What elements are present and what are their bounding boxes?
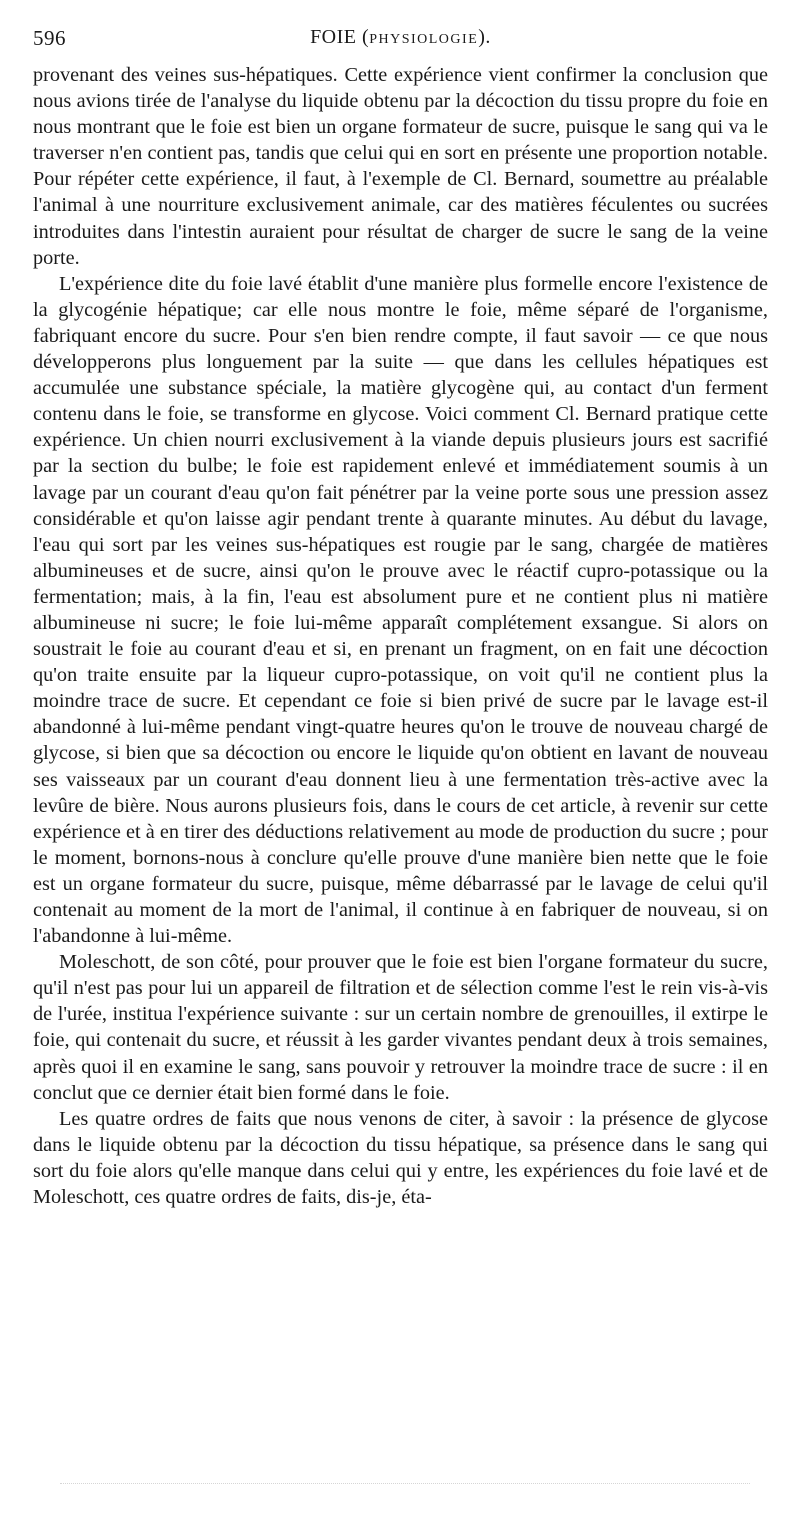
bleed-through-trace (60, 1483, 750, 1486)
page-number: 596 (33, 26, 66, 50)
title-open-paren: ( (356, 26, 370, 48)
paragraph-foie-lave: L'expérience dite du foie lavé établit d'une manière plus formelle encore l'existence de la glycogénie hépatique; car elle nous montre le foie, même séparé de l'organisme, fabriquant encore du sucre. Pour s'en bien rendre compte, il faut savoir — ce que nous développerons plus longuement par la suite — que dans les cellules hépatiques est accumulée une substance spéciale, la matière glycogène qui, au contact d'un ferment contenu dans le foie, se transforme en glycose. Voici comment Cl. Bernard pratique cette expérience. Un chien nourri exclusivement à la viande depuis plusieurs jours est sacrifié par la section du bulbe; le foie est rapidement enlevé et immédiatement soumis à un lavage par un courant d'eau qu'on fait pénétrer par la veine porte sous une pression assez considérable et qu'on laisse agir pendant trente à quarante minutes. Au début du lavage, l'eau qui sort par les veines sus-hépatiques est rougie par le sang, chargée de matières albumineuses et de sucre, ainsi qu'on le prouve avec le réactif cupro-potassique ou la fermentation; mais, à la fin, l'eau est absolument pure et ne contient plus ni matière albumineuse ni sucre; le foie lui-même apparaît complétement exsangue. Si alors on soustrait le foie au courant d'eau et si, en prenant un fragment, on en fait une décoction qu'on traite ensuite par la liqueur cupro-potassique, on voit qu'il ne contient plus la moindre trace de sucre. Et cependant ce foie si bien privé de sucre par le lavage est-il abandonné à lui-même pendant vingt-quatre heures qu'on le trouve de nouveau chargé de glycose, si bien que sa décoction ou encore le liquide qu'on obtient en lavant de nouveau ses vaisseaux par un courant d'eau donnent lieu à une fermentation très-active avec la levûre de bière. Nous aurons plusieurs fois, dans le cours de cet article, à revenir sur cette expérience et à en tirer des déductions relativement au mode de production du sucre ; pour le moment, bornons-nous à conclure qu'elle prouve d'une manière bien nette que le foie est un organe formateur du sucre, puisque, même débarrassé par le lavage de celui qu'il contenait au moment de la mort de l'animal, il continue à en fabriquer de nouveau, si on l'abandonne à lui-même. (33, 272, 768, 948)
document-page (33, 26, 768, 1210)
running-title (33, 26, 768, 49)
running-header (33, 26, 768, 60)
title-subject: PHYSIOLOGIE (369, 32, 479, 47)
paragraph-quatre-ordres: Les quatre ordres de faits que nous venons de citer, à savoir : la présence de glycose dans le liquide obtenu par la décoction du tissu hépatique, sa présence dans le sang qui sort du foie alors qu'elle manque dans celui qui y entre, les expériences du foie lavé et de Moleschott, ces quatre ordres de faits, dis-je, éta- (33, 1107, 768, 1209)
paragraph-moleschott: Moleschott, de son côté, pour prouver que le foie est bien l'organe formateur du sucre, qu'il n'est pas pour lui un appareil de filtration et de sélection comme l'est le rein vis-à-vis de l'urée, institua l'expérience suivante : sur un certain nombre de grenouilles, il extirpe le foie, qui contenait du sucre, et réussit à les garder vivantes pendant deux à trois semaines, après quoi il en examine le sang, sans pouvoir y retrouver la moindre trace de sucre : il en conclut que ce dernier était bien formé dans le foie. (33, 951, 768, 1104)
body-text (33, 62, 768, 1210)
paragraph-continuation: provenant des veines sus-hépatiques. Cette expérience vient confirmer la conclusion que nous avions tirée de l'analyse du liquide obtenu par la décoction du tissu propre du foie en nous montrant que le foie est bien un organe formateur de sucre, puisque le sang qui va le traverser n'en contient pas, tandis que celui qui en sort en présente une proportion notable. Pour répéter cette expérience, il faut, à l'exemple de Cl. Bernard, soumettre au préalable l'animal à une nourriture exclusivement animale, car des matières féculentes ou sucrées introduites dans l'intestin auraient pour résultat de charger de sucre le sang de la veine porte. (33, 64, 768, 269)
title-close-paren: ). (478, 26, 491, 48)
title-main: FOIE (310, 26, 357, 48)
